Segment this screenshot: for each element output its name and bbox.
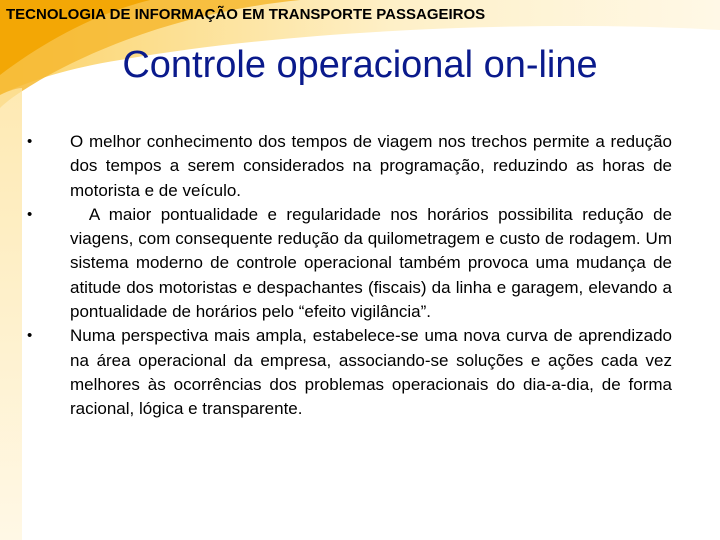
slide-title-text: Controle operacional on-line (122, 44, 598, 86)
bullet-list (22, 130, 672, 422)
slide-title (0, 44, 720, 87)
list-item (22, 130, 672, 203)
header-title: TECNOLOGIA DE INFORMAÇÃO EM TRANSPORTE PASSAGEIROS (6, 6, 486, 23)
bullet-point-icon: • (27, 205, 33, 223)
bullet-text: A maior pontualidade e regularidade nos horários possibilita redução de viagens, com consequente redução da quilometragem e custo de rodagem. Um sistema moderno de controle operacional também provoca uma mudança de atitude dos motoristas e despachantes (fiscais) da linha e garagem, elevando a pontualidade de horários pelo “efeito vigilância”. (70, 204, 672, 322)
bullet-text: Numa perspectiva mais ampla, estabelece-se uma nova curva de aprendizado na área operacional da empresa, associando-se soluções e ações cada vez melhores às ocorrências dos problemas operacionais do dia-a-dia, de forma racional, lógica e transparente. (70, 326, 672, 419)
bullet-point-icon: • (27, 133, 33, 150)
list-item (22, 203, 672, 324)
bullet-text: O melhor conhecimento dos tempos de viagem nos trechos permite a redução dos tempos a serem considerados na programação, reduzindo as horas de motorista e de veículo. (70, 132, 672, 200)
list-item (22, 324, 672, 421)
bullet-point-icon: • (27, 327, 33, 345)
